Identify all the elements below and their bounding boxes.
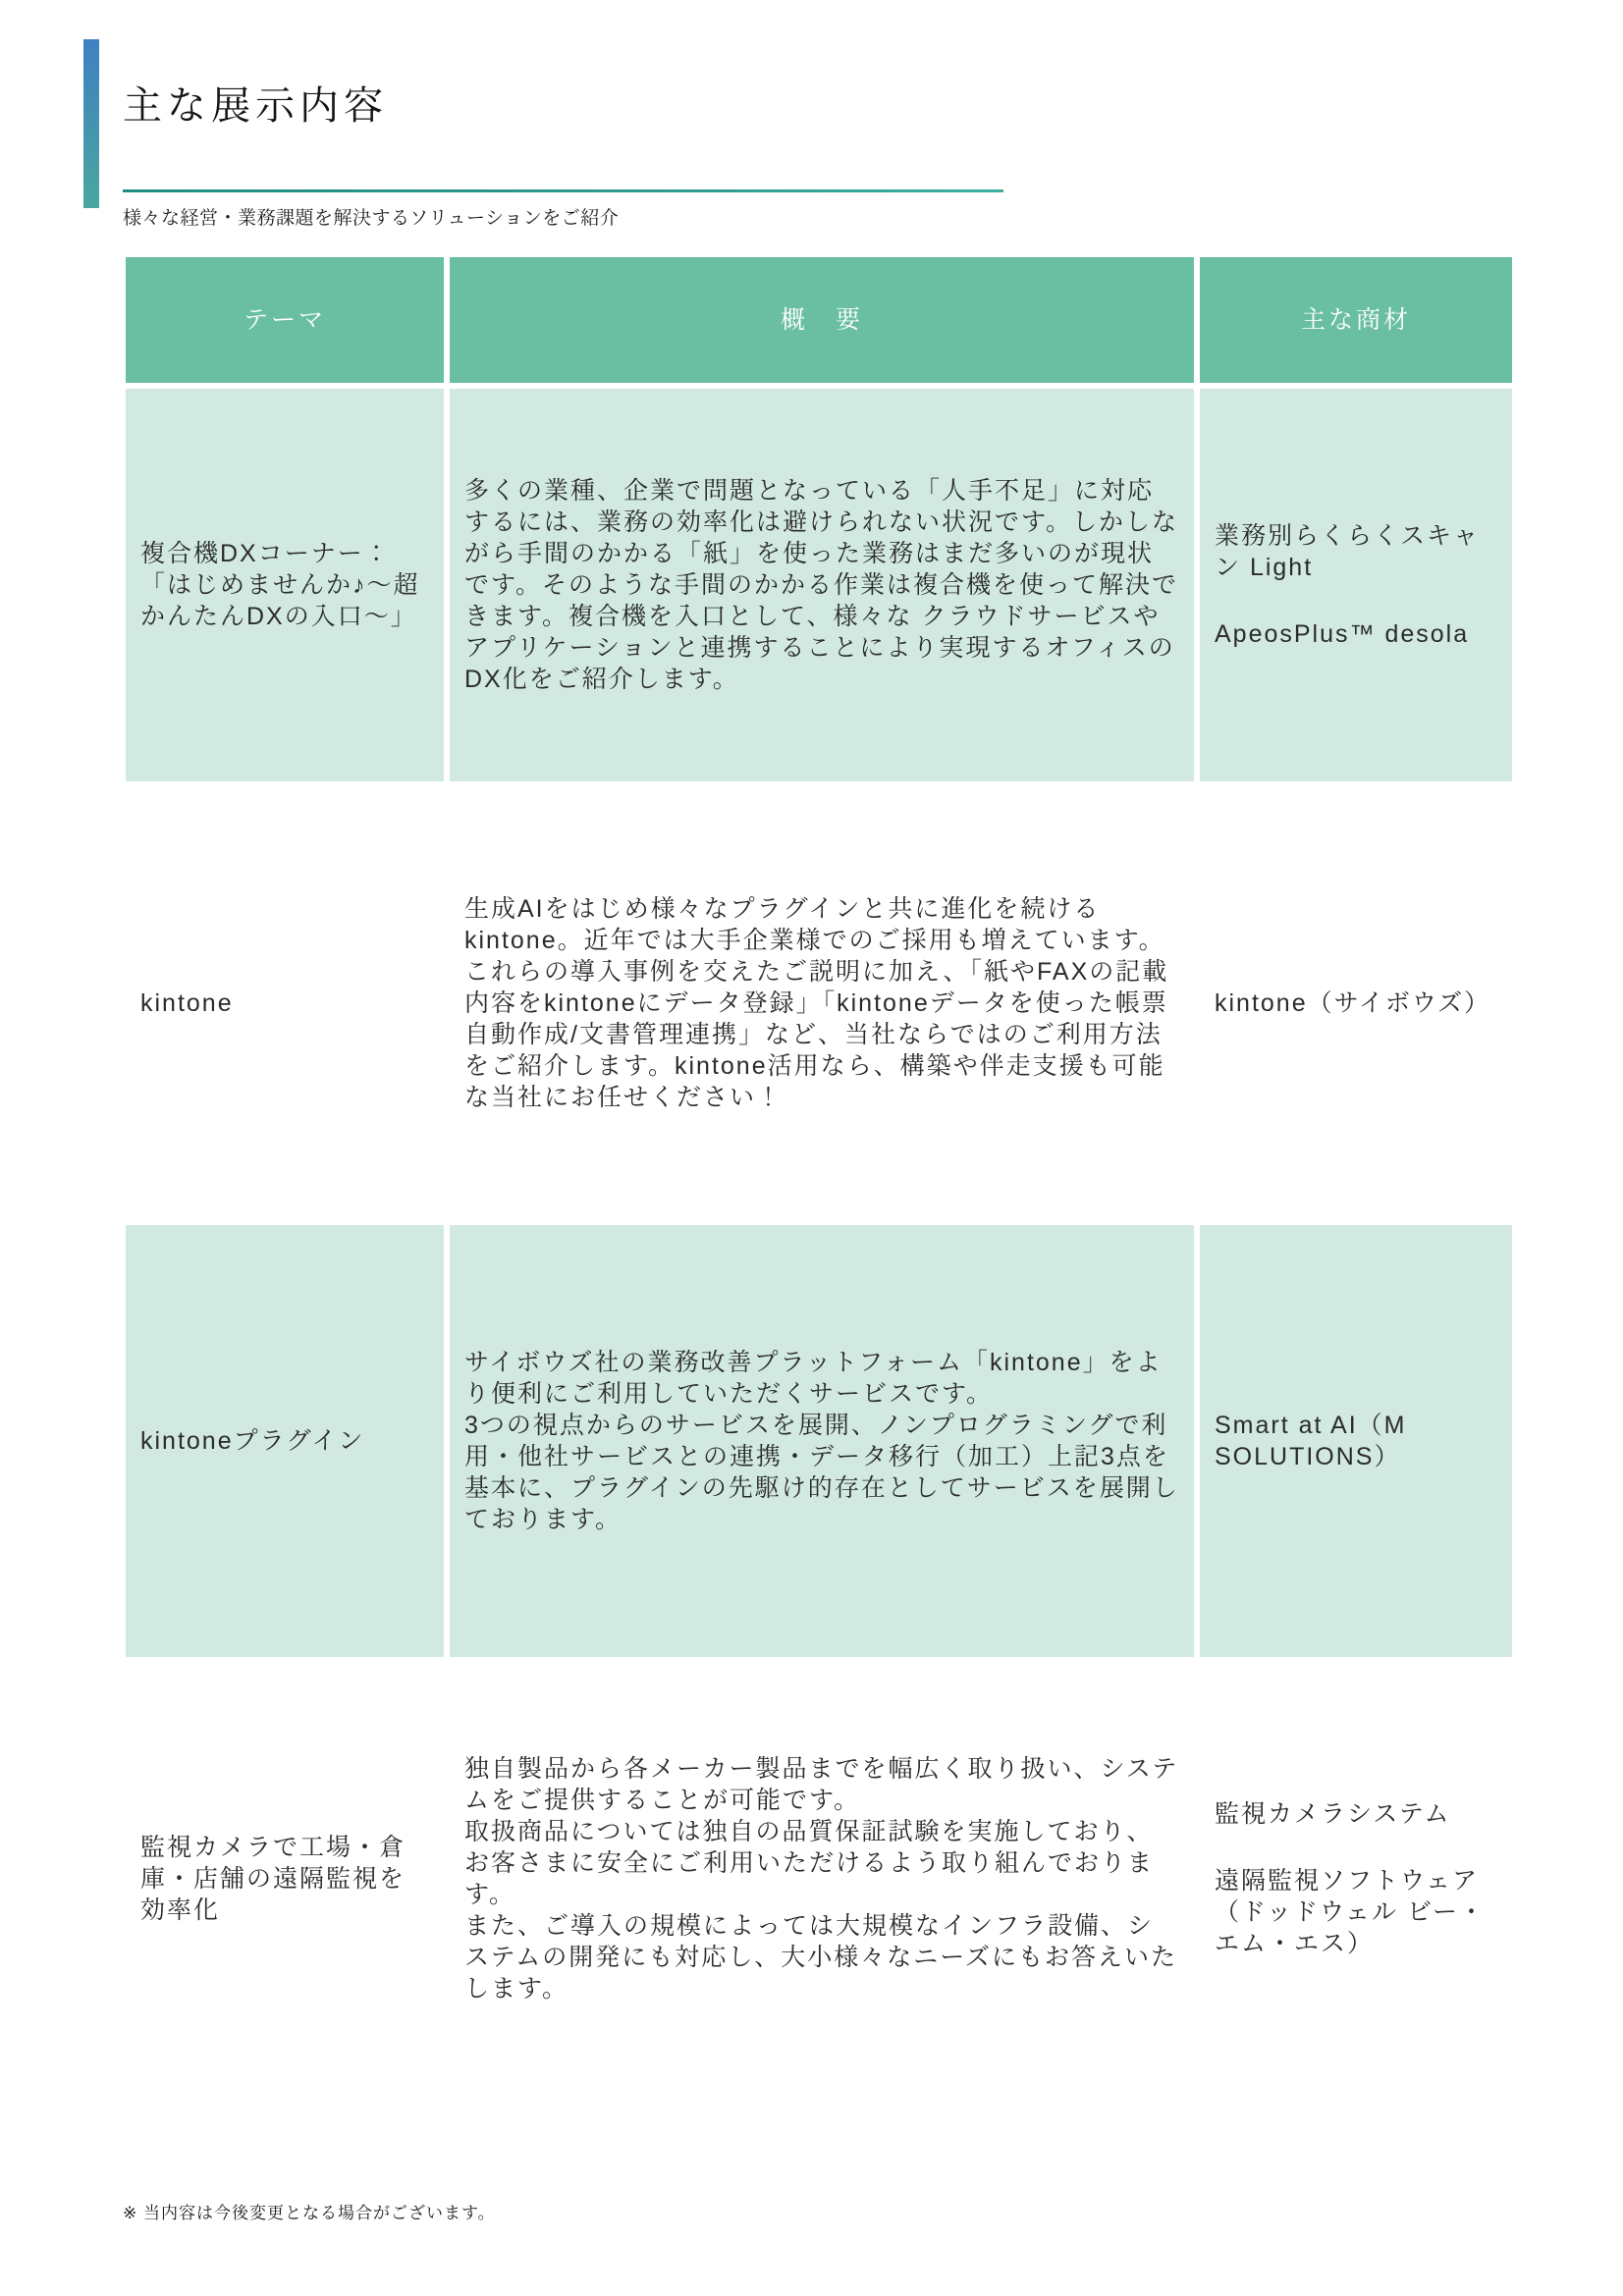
products-cell <box>1200 389 1512 781</box>
column-header-overview: 概 要 <box>450 257 1194 383</box>
theme-cell <box>126 787 444 1219</box>
page-title: 主な展示内容 <box>123 84 388 128</box>
overview-text: 3つの視点からのサービスを展開、ノンプログラミングで利用・他社サービスとの連携・データ移行（加工）上記3点を基本に、プラグインの先駆け的存在としてサービスを展開しております。 <box>464 1412 1179 1533</box>
page-subtitle: 様々な経営・業務課題を解決するソリューションをご紹介 <box>123 208 620 229</box>
theme-text: 監視カメラで工場・倉庫・店舗の遠隔監視を効率化 <box>140 1834 406 1924</box>
theme-text: kintoneプラグイン <box>140 1427 365 1455</box>
product-item: kintone（サイボウズ） <box>1215 989 1491 1017</box>
overview-text: サイボウズ社の業務改善プラットフォーム「kintone」をより便利にご利用していただくサービスです。 <box>464 1349 1163 1408</box>
overview-text: 独自製品から各メーカー製品までを幅広く取り扱い、システムをご提供することが可能です。 <box>464 1755 1179 1814</box>
products-cell <box>1200 1663 1512 2095</box>
overview-text: 多くの業種、企業で問題となっている「人手不足」に対応するには、業務の効率化は避けられない状況です。しかしながら手間のかかる「紙」を使った業務はまだ多いのが現状です。そのような手間のかかる作業は複合機を使って解決できます。複合機を入口として、様々な クラウドサービスやアプリケーションと連携することにより実現するオフィスのDX化をご紹介します。 <box>464 477 1179 693</box>
column-header-theme: テーマ <box>126 257 444 383</box>
product-item: 業務別らくらくスキャン Light <box>1215 522 1481 581</box>
accent-bar <box>83 39 99 208</box>
overview-text: 取扱商品については独自の品質保証試験を実施しており、お客さまに安全にご利用いただけるよう取り組んでおります。 <box>464 1818 1155 1908</box>
product-item: 監視カメラシステム <box>1215 1800 1451 1828</box>
footnote-text: ※ 当内容は今後変更となる場合がございます。 <box>123 2204 496 2222</box>
products-cell <box>1200 787 1512 1219</box>
overview-cell <box>450 787 1194 1219</box>
theme-cell <box>126 389 444 781</box>
products-cell <box>1200 1225 1512 1657</box>
product-item: ApeosPlus™ desola <box>1215 620 1470 648</box>
overview-cell <box>450 389 1194 781</box>
exhibit-table <box>126 257 1512 2095</box>
overview-cell <box>450 1663 1194 2095</box>
theme-cell <box>126 1225 444 1657</box>
overview-text: また、ご導入の規模によっては大規模なインフラ設備、システムの開発にも対応し、大小様々なニーズにもお答えいたします。 <box>464 1912 1178 2002</box>
overview-cell <box>450 1225 1194 1657</box>
title-underline <box>123 189 1003 192</box>
theme-text: 複合機DXコーナー： <box>140 540 391 567</box>
theme-cell <box>126 1663 444 2095</box>
overview-text: 生成AIをはじめ様々なプラグインと共に進化を続けるkintone。近年では大手企業様でのご採用も増えています。これらの導入事例を交えたご説明に加え、「紙やFAXの記載内容をkintoneにデータ登録」「kintoneデータを使った帳票自動作成/文書管理連携」など、当社ならではのご利用方法をご紹介します。kintone活用なら、構築や伴走支援も可能な当社にお任せください！ <box>464 895 1169 1111</box>
product-item: Smart at AI（M SOLUTIONS） <box>1215 1412 1407 1470</box>
theme-text: 「はじめませんか♪〜超かんたんDXの入口〜」 <box>140 571 420 630</box>
column-header-products: 主な商材 <box>1200 257 1512 383</box>
product-item: 遠隔監視ソフトウェア（ドッドウェル ビー・エム・エス） <box>1215 1867 1486 1957</box>
theme-text: kintone <box>140 989 234 1017</box>
